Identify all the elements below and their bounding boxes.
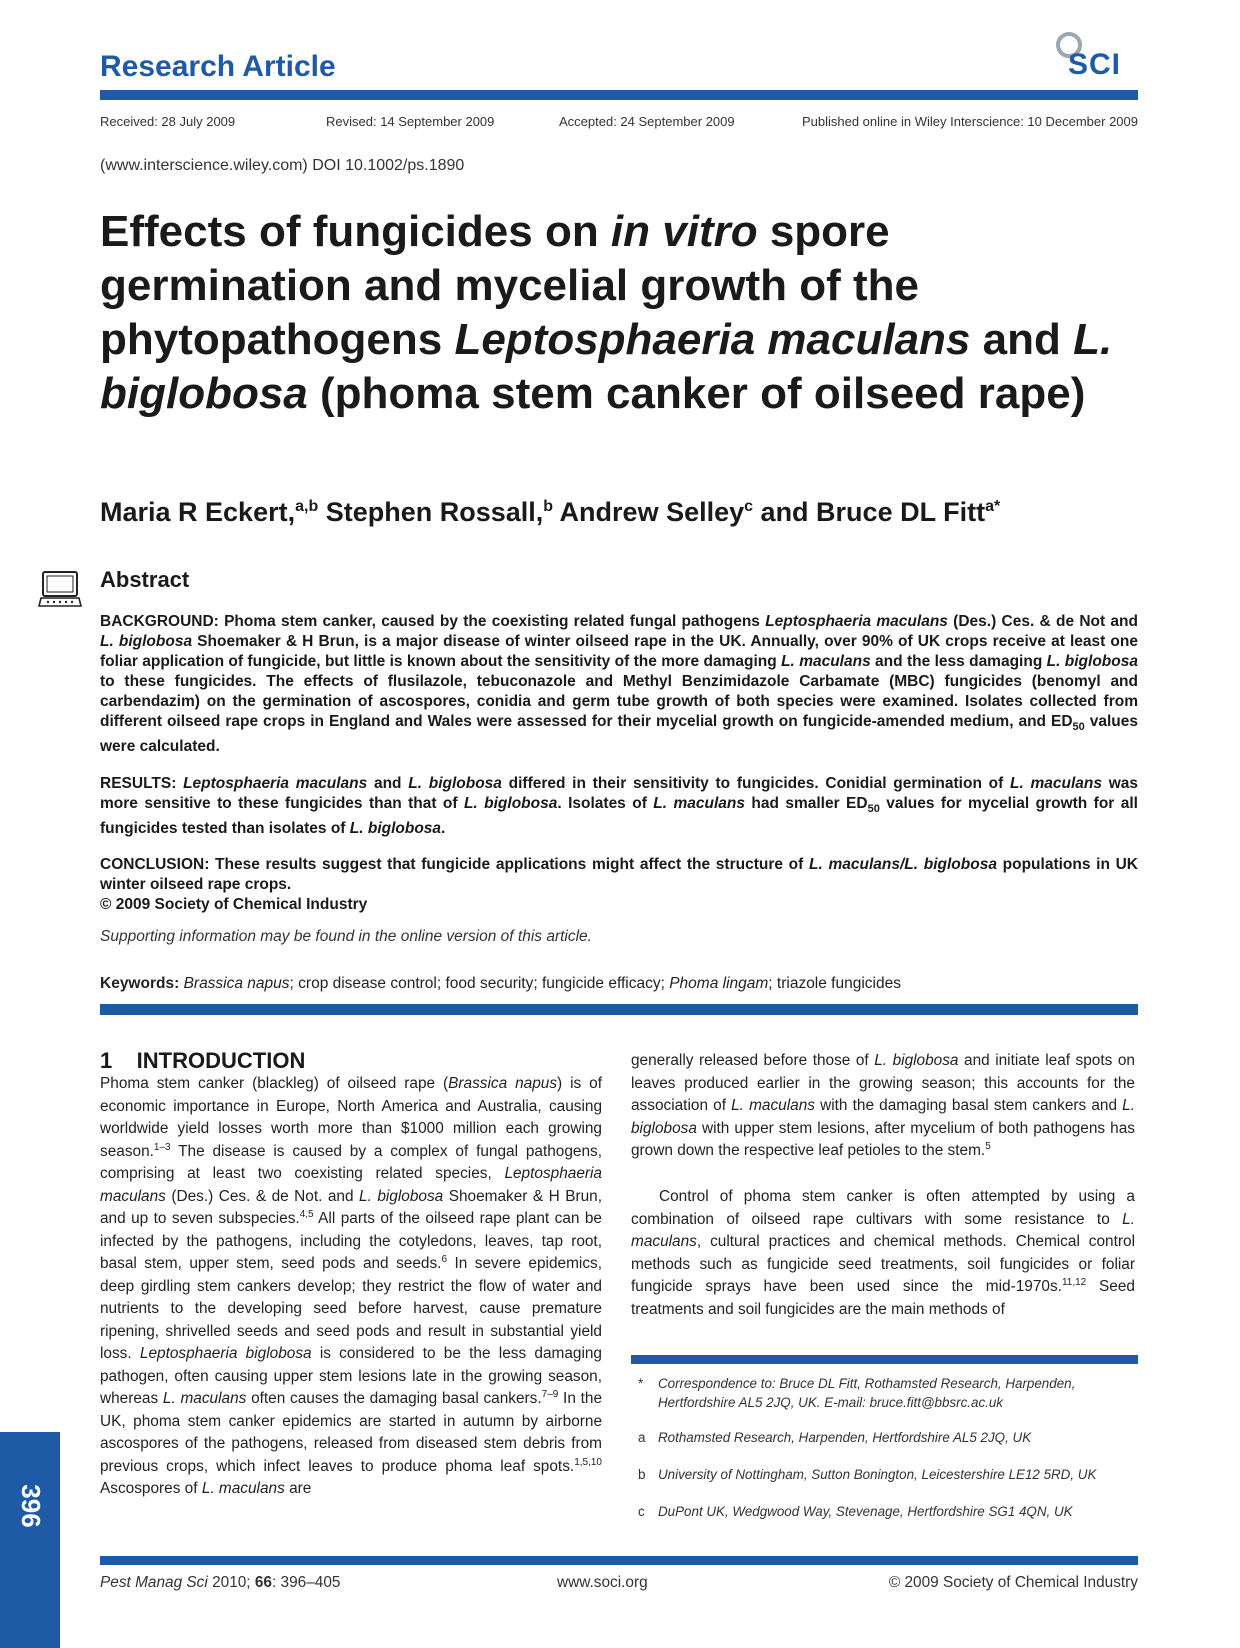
website-link[interactable]: www.soci.org	[557, 1574, 648, 1591]
intro-right-column-para-2: Control of phoma stem canker is often attempted by using a combination of oilseed rape cultivars with some resistance to L. maculans, cultural practices and chemical methods. Chemical control methods such as fungicide seed treatments, soil fungicides or foliar fungicide sprays have been used since the mid-1970s.$^{11,12}$ Seed treatments and soil fungicides are the main methods of	[631, 1188, 1135, 1318]
abstract-results: RESULTS: Leptosphaeria maculans and L. biglobosa differed in their sensitivity to fungicides. Conidial germination of L. maculans was more sensitive to these fungicides than that of L. biglobosa. Isolates of L. maculans had smaller $ED_{50}$ values for mycelial growth for all fungicides tested than isolates of L. biglobosa.	[100, 775, 1138, 838]
supporting-info-note: Supporting information may be found in the online version of this article.	[100, 928, 592, 945]
published-date: Published online in Wiley Interscience: 10 December 2009	[801, 114, 1138, 129]
intro-right-column-para-1: generally released before those of L. biglobosa and initiate leaf spots on leaves produced earlier in the growing season; this accounts for the association of L. maculans with the damaging basal stem cankers and L. biglobosa with upper stem lesions, after mycelium of both pathogens has grown down the respective leaf petioles to the stem.$^5$	[631, 1052, 1135, 1159]
revised-date: Revised: 14 September 2009	[326, 114, 495, 129]
footnote-affiliation-b: b University of Nottingham, Sutton Bonington, Leicestershire LE12 5RD, UK	[638, 1467, 1097, 1482]
abstract-heading: Abstract	[100, 567, 190, 592]
accepted-date: Accepted: 24 September 2009	[559, 114, 735, 129]
abstract-conclusion: CONCLUSION: These results suggest that fungicide applications might affect the structure of L. maculans/L. biglobosa populations in UK winter oilseed rape crops. © 2009 Society of Chemical Industry	[100, 856, 1139, 913]
author-list: Maria R Eckert,$^{a,b}$ Stephen Rossall,$^b$ Andrew Selley$^c$ and Bruce DL Fitt$^{a*}$	[100, 497, 1001, 527]
footnote-correspondence: * Correspondence to: Bruce DL Fitt, Rothamsted Research, Harpenden, Hertfordshire AL5 2JQ, UK. E-mail: bruce.fitt@bbsrc.ac.uk	[638, 1376, 1076, 1410]
doi[interactable]: (www.interscience.wiley.com) DOI 10.1002/ps.1890	[100, 157, 465, 174]
logo-text: SCI	[1068, 48, 1122, 81]
received-date: Received: 28 July 2009	[100, 114, 236, 129]
article-title: Effects of fungicides on in vitro spore germination and mycelial growth of the phytopathogens Leptosphaeria maculans and L. biglobosa (phoma stem canker of oilseed rape)	[100, 207, 1113, 418]
supporting-info-computer-icon	[38, 570, 82, 610]
page-number: 396	[16, 1484, 46, 1528]
article-type-label: Research Article	[100, 50, 336, 83]
footer-rule	[100, 1556, 1138, 1565]
article-dates	[100, 114, 1138, 129]
header-rule	[100, 90, 1138, 100]
footnote-rule	[631, 1355, 1138, 1364]
abstract-bottom-rule	[100, 1004, 1138, 1015]
footnote-affiliation-a: a Rothamsted Research, Harpenden, Hertfordshire AL5 2JQ, UK	[638, 1430, 1032, 1445]
section-heading-introduction: 1 INTRODUCTION	[100, 1048, 306, 1073]
citation: Pest Manag Sci 2010; 66: 396–405	[100, 1574, 341, 1591]
footer-copyright: © 2009 Society of Chemical Industry	[888, 1574, 1138, 1591]
abstract-copyright: © 2009 Society of Chemical Industry	[100, 896, 368, 913]
keywords: Keywords: Brassica napus; crop disease control; food security; fungicide efficacy; Phoma lingam; triazole fungicides	[100, 975, 901, 992]
abstract-background: BACKGROUND: Phoma stem canker, caused by the coexisting related fungal pathogens Leptosphaeria maculans (Des.) Ces. & de Not and L. biglobosa Shoemaker & H Brun, is a major disease of winter oilseed rape in the UK. Annually, over 90% of UK crops receive at least one foliar application of fungicide, but little is known about the sensitivity of the more damaging L. maculans and the less damaging L. biglobosa to these fungicides. The effects of flusilazole, tebuconazole and Methyl Benzimidazole Carbamate (MBC) fungicides (benomyl and carbendazim) on the germination of ascospores, conidia and germ tube growth of both species were examined. Isolates collected from different oilseed rape crops in England and Wales were assessed for their mycelial growth on fungicide-amended medium, and $ED_{50}$ values were calculated.	[100, 613, 1139, 756]
footnote-affiliation-c: c DuPont UK, Wedgwood Way, Stevenage, Hertfordshire SG1 4QN, UK	[638, 1504, 1073, 1519]
intro-left-column: Phoma stem canker (blackleg) of oilseed rape (Brassica napus) is of economic importance in Europe, North America and Australia, causing worldwide yield losses worth more than $1000 million each growing season.$^{1-3}$ The disease is caused by a complex of fungal pathogens, comprising at least two coexisting related species, Leptosphaeria maculans (Des.) Ces. & de Not. and L. biglobosa Shoemaker & H Brun, and up to seven subspecies.$^{4,5}$ All parts of the oilseed rape plant can be infected by the pathogens, including the cotyledons, leaves, tap root, basal stem, upper stem, seed pods and seeds.$^6$ In severe epidemics, deep girdling stem cankers develop; they restrict the flow of water and nutrients to the developing seed before harvest, cause premature ripening, shrivelled seeds and seed pods and result in substantial yield loss. Leptosphaeria biglobosa is considered to be the less damaging pathogen, often causing upper stem lesions late in the growing season, whereas L. maculans often causes the damaging basal cankers.$^{7-9}$ In the UK, phoma stem canker epidemics are started in autumn by airborne ascospores of the pathogens, released from diseased stem debris from previous crops, which infect leaves to produce phoma leaf spots.$^{1,5,10}$ Ascospores of L. maculans are	[100, 1075, 603, 1497]
page-number-tab	[0, 1432, 60, 1648]
sci-logo	[1050, 28, 1140, 83]
